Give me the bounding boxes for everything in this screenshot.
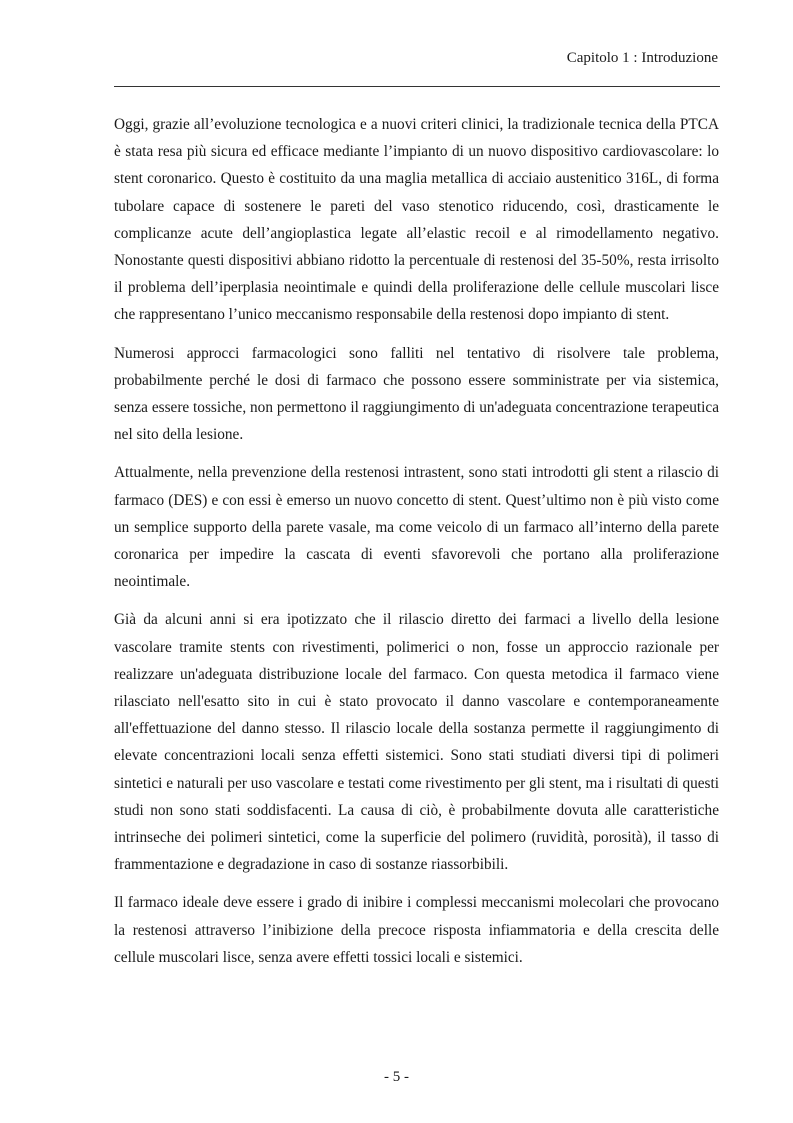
paragraph-stent-intro: Oggi, grazie all’evoluzione tecnologica e a nuovi criteri clinici, la tradizionale tecnica della PTCA è stata resa più sicura ed efficace mediante l’impianto di un nuovo dispositivo cardiovascolare: lo stent coronarico. Questo è costituito da una maglia metallica di acciaio austenitico 316L, di forma tubolare capace di sostenere le pareti del vaso stenotico riducendo, così, drasticamente le complicanze acute dell’angioplastica legate all’elastic recoil e al rimodellamento negativo. Nonostante questi dispositivi abbiano ridotto la percentuale di restenosi del 35-50%, resta irrisolto il problema dell’iperplasia neointimale e quindi della proliferazione delle cellule muscolari lisce che rappresentano l’unico meccanismo responsabile della restenosi dopo impianto di stent. (114, 116, 719, 324)
paragraph-pharmacological-approaches: Numerosi approcci farmacologici sono falliti nel tentativo di risolvere tale problema, probabilmente perché le dosi di farmaco che possono essere somministrate per via sistemica, senza essere tossiche, non permettono il raggiungimento di un'adeguata concentrazione terapeutica nel sito della lesione. (114, 344, 719, 444)
body-text (114, 111, 719, 982)
paragraph-ideal-drug: Il farmaco ideale deve essere i grado di inibire i complessi meccanismi molecolari che provocano la restenosi attraverso l’inibizione della precoce risposta infiammatoria e della crescita delle cellule muscolari lisce, senza avere effetti tossici locali e sistemici. (114, 894, 719, 966)
paragraph-drug-eluting-stents: Attualmente, nella prevenzione della restenosi intrastent, sono stati introdotti gli stent a rilascio di farmaco (DES) e con essi è emerso un nuovo concetto di stent. Quest’ultimo non è più visto come un semplice supporto della parete vasale, ma come veicolo di un farmaco all’interno della parete coronarica per impedire la cascata di eventi sfavorevoli che portano alla proliferazione neointimale. (114, 464, 719, 591)
running-header: Capitolo 1 : Introduzione (566, 50, 718, 66)
header-rule (114, 86, 720, 87)
paragraph-local-drug-release: Già da alcuni anni si era ipotizzato che il rilascio diretto dei farmaci a livello della lesione vascolare tramite stents con rivestimenti, polimerici o non, fosse un approccio razionale per realizzare un'adeguata distribuzione locale del farmaco. Con questa metodica il farmaco viene rilasciato nell'esatto sito in cui è stato provocato il danno vascolare e contemporaneamente all'effettuazione del danno stesso. Il rilascio locale della sostanza permette il raggiungimento di elevate concentrazioni locali senza effetti sistemici. Sono stati studiati diversi tipi di polimeri sintetici e naturali per uso vascolare e testati come rivestimento per gli stent, ma i risultati di questi studi non sono stati soddisfacenti. La causa di ciò, è probabilmente dovuta alle caratteristiche intrinseche dei polimeri sintetici, come la superficie del polimero (ruvidità, porosità), il tasso di frammentazione e degradazione in caso di sostanze riassorbibili. (114, 611, 719, 874)
page-number: - 5 - (384, 1069, 409, 1085)
